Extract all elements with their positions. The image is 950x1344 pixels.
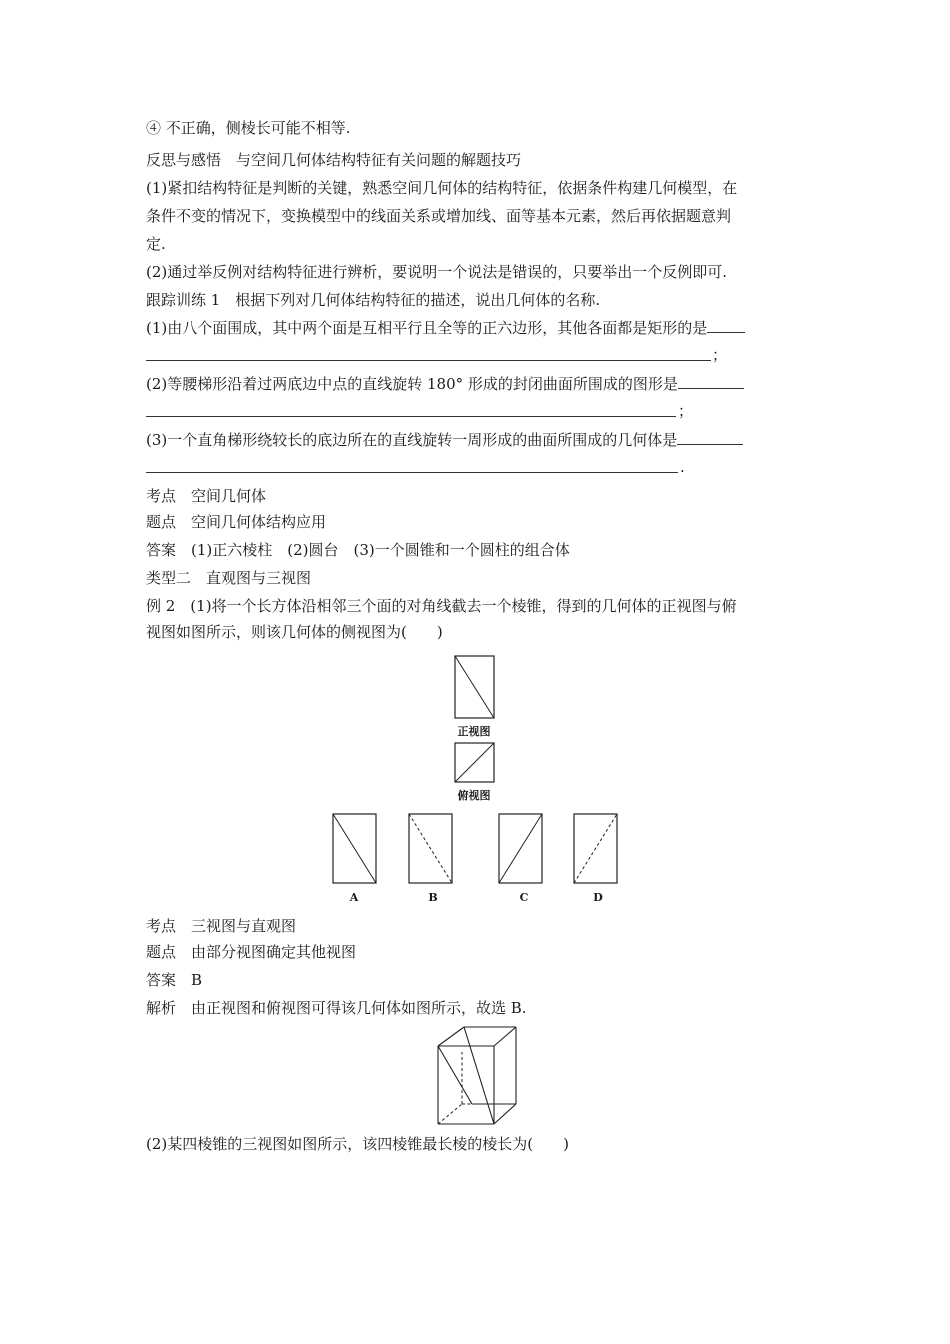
text-line: 条件不变的情况下，变换模型中的线面关系或增加线、面等基本元素，然后再依据题意判 (146, 207, 732, 225)
question-2-text: (2)等腰梯形沿着过两底边中点的直线旋转 180° 形成的封闭曲面所围成的图形是 (146, 375, 678, 393)
question-1-text: (1)由八个面围成，其中两个面是互相平行且全等的正六边形，其他各面都是矩形的是 (146, 319, 708, 337)
option-d-figure[interactable] (573, 813, 619, 885)
text-line: 定. (146, 235, 166, 253)
explanation-line: 解析 由正视图和俯视图可得该几何体如图所示，故选 B. (146, 999, 527, 1017)
option-a-figure[interactable] (332, 813, 378, 885)
punctuation: . (680, 458, 685, 476)
text-line: (1)紧扣结构特征是判断的关键，熟悉空间几何体的结构特征，依据条件构建几何模型，在 (146, 179, 738, 197)
answer-line: 答案 B (146, 971, 203, 989)
option-c-label: C (519, 891, 529, 904)
text-line: ④ 不正确，侧棱长可能不相等. (146, 119, 351, 137)
text-line: (2)通过举反例对结构特征进行辨析，要说明一个说法是错误的，只要举出一个反例即可. (146, 263, 728, 281)
answer-blank-line[interactable] (146, 472, 678, 473)
text-line: 例 2 (1)将一个长方体沿相邻三个面的对角线截去一个棱锥，得到的几何体的正视图与俯 (146, 597, 737, 615)
text-line: 视图如图所示，则该几何体的侧视图为( ) (146, 623, 443, 641)
exercise-heading: 跟踪训练 1 根据下列对几何体结构特征的描述，说出几何体的名称. (146, 291, 601, 309)
option-b-label: B (428, 891, 438, 904)
section-heading: 类型二 直观图与三视图 (146, 569, 312, 587)
option-a-drawing (332, 813, 378, 885)
question-3 (146, 430, 806, 450)
question-2 (146, 374, 806, 394)
option-d-label: D (593, 891, 603, 904)
front-view-drawing (454, 655, 496, 719)
top-view-figure (454, 742, 496, 784)
solid-figure (432, 1024, 522, 1128)
option-a-label: A (349, 891, 359, 904)
option-b-figure[interactable] (408, 813, 454, 885)
answer-blank[interactable] (677, 430, 743, 445)
answer-blank[interactable] (678, 374, 744, 389)
section-heading: 反思与感悟 与空间几何体结构特征有关问题的解题技巧 (146, 151, 522, 169)
text-line: 题点 空间几何体结构应用 (146, 513, 327, 531)
text-line: 考点 三视图与直观图 (146, 917, 297, 935)
top-view-caption: 俯视图 (457, 789, 491, 802)
option-c-figure[interactable] (498, 813, 544, 885)
option-b-drawing (408, 813, 454, 885)
text-line: 考点 空间几何体 (146, 487, 267, 505)
option-d-drawing (573, 813, 619, 885)
question-3-text: (3)一个直角梯形绕较长的底边所在的直线旋转一周形成的曲面所围成的几何体是 (146, 431, 678, 449)
front-view-figure (454, 655, 496, 719)
answer-blank-line[interactable] (146, 416, 676, 417)
text-line: 题点 由部分视图确定其他视图 (146, 943, 357, 961)
text-line: (2)某四棱锥的三视图如图所示，该四棱锥最长棱的棱长为( ) (146, 1135, 569, 1153)
answer-blank[interactable] (707, 318, 745, 333)
punctuation: ； (678, 402, 694, 420)
answer-line: 答案 (1)正六棱柱 (2)圆台 (3)一个圆锥和一个圆柱的组合体 (146, 541, 570, 559)
option-c-drawing (498, 813, 544, 885)
punctuation: ； (712, 346, 728, 364)
solid-figure-drawing (432, 1024, 522, 1128)
answer-blank-line[interactable] (146, 360, 711, 361)
question-1 (146, 318, 806, 338)
top-view-drawing (454, 742, 496, 784)
front-view-caption: 正视图 (457, 725, 491, 738)
